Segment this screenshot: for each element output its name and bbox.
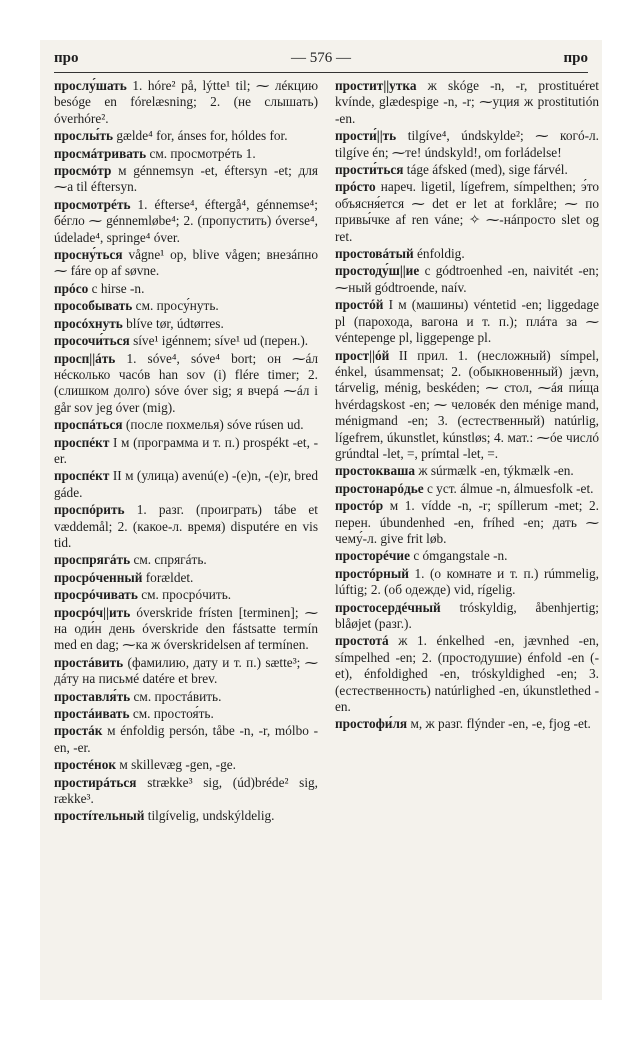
dictionary-entry (335, 600, 599, 633)
entry-definition: с ómgangstale -n. (413, 548, 508, 564)
entry-headword: прости́ться (335, 162, 404, 178)
entry-headword: простéнок (54, 757, 117, 773)
dictionary-entry (335, 297, 599, 346)
entry-definition: м, ж разг. flýnder -en, -e, fjog -et. (410, 716, 591, 732)
dictionary-entry (54, 689, 318, 705)
entry-headword: простáк (54, 723, 103, 739)
entry-definition: см. просмотрéть 1. (149, 145, 256, 161)
entry-definition: táge áfsked (med), sige fárvél. (406, 162, 568, 178)
entry-definition: strække³ sig, (úd)bréde² sig, række³. (54, 774, 318, 807)
entry-headword: простовáтый (335, 246, 414, 262)
entry-headword: простит||утка (335, 78, 417, 93)
entry-headword: прóсто (335, 179, 376, 195)
page-number: — 576 — (291, 50, 351, 66)
dictionary-entry (54, 502, 318, 551)
entry-definition: 1. sóve⁴, sóve⁴ bort; он ⁓áл нéсколько часóв han sov (i) flére timer; 2. (слишком долго) sóve óver sig; я вчерá ⁓áл i går sov jeg óver (mig). (54, 350, 318, 415)
dictionary-entry (54, 808, 318, 824)
entry-headword: простофи́ля (335, 716, 408, 732)
entry-definition: 1. (о комнате и т. п.) rúmmelig, lúftig; 2. (об одежде) vid, rígelig. (335, 565, 599, 598)
dictionary-entry (54, 723, 318, 756)
entry-headword: проставля́ть (54, 688, 131, 704)
entry-definition: м 1. vídde -n, -r; spíllerum -met; 2. перен. úbundenhed -en, fríhed -en; дать ⁓ чему́-л. give frit løb. (335, 498, 599, 546)
dictionary-entry (54, 435, 318, 468)
entry-headword: проспéкт (54, 468, 110, 484)
dictionary-entry (54, 775, 318, 808)
entry-definition: с уст. álmue -n, álmuesfolk -et. (426, 480, 594, 496)
entry-definition: 1. hóre² på, lýtte¹ til; ⁓ лéкцию besóge en fórelæsning; 2. (не слышать) óverhóre². (54, 78, 319, 126)
right-running-headword: про (563, 50, 588, 66)
entry-headword: проспрягáть (54, 552, 131, 568)
entry-definition: с gódtroenhed -en, naivitét -en; ⁓ный gódtroende, naív. (335, 263, 599, 295)
entry-headword: прособывать (54, 298, 133, 314)
dictionary-entry (54, 146, 318, 162)
page-header (54, 50, 588, 74)
entry-headword: прослы́ть (54, 128, 114, 144)
entry-definition: énfoldig. (417, 246, 465, 262)
entry-definition: óverskride frísten [terminen]; ⁓ на оди́н день óverskride den fástsatte termín med en dag; ⁓ка ж óverskridelsen af termínen. (54, 604, 318, 653)
entry-headword: проспéкт (54, 434, 110, 450)
entry-headword: простíтельный (54, 808, 145, 824)
dictionary-entry (335, 498, 599, 547)
right-column (335, 78, 599, 734)
entry-headword: проспáться (54, 417, 123, 433)
dictionary-entry (335, 246, 599, 262)
entry-headword: просторéчие (335, 548, 410, 564)
left-column (54, 78, 318, 826)
entry-headword: прóсо (54, 280, 89, 296)
entry-headword: просмáтривать (54, 145, 147, 161)
header-rule (54, 72, 588, 73)
entry-headword: простóй (335, 297, 384, 313)
entry-definition: tilgívelig, undskýldelig. (147, 808, 275, 824)
entry-headword: простоду́ш||ие (335, 263, 420, 279)
dictionary-entry (335, 463, 599, 479)
entry-definition: tilgíve⁴, úndskylde²; ⁓ когó-л. tilgíve én; ⁓те! úndskyld!, om forládelse! (335, 128, 599, 160)
dictionary-entry (335, 263, 599, 296)
entry-definition: blíve tør, údtørres. (126, 315, 224, 331)
dictionary-entry (54, 281, 318, 297)
dictionary-entry (335, 348, 599, 463)
entry-headword: просмотрéть (54, 196, 131, 212)
entry-definition: м énfoldig persón, tåbe -n, -r, mólbo -en, -er. (54, 723, 319, 755)
entry-headword: прост||óй (335, 347, 390, 363)
dictionary-entry (54, 298, 318, 314)
entry-definition: (фамилию, дату и т. п.) sætte³; ⁓ дáту на письмé datére et brev. (54, 654, 318, 687)
dictionary-entry (335, 128, 599, 161)
entry-definition: см. просрóчить. (141, 587, 232, 603)
entry-definition: II прил. 1. (несложный) símpel, énkel, úsammensat; 2. (обыкновенный) jævn, tárvelig, ménig, beskéden; ⁓ стол, ⁓áя пи́ща hvérdagskost -en; ⁓ человéк den ménige mand, ménigmand -en; 3. (естественный) natúrlig, lígefrem, úkunstlet, kúnstløs; 4. мат.: ⁓óе числó grúndtal -let, =, prímtal -let, =. (335, 347, 599, 461)
entry-headword: простокваша (335, 463, 415, 479)
dictionary-entry (54, 163, 318, 196)
entry-definition: ж súrmælk -en, týkmælk -en. (418, 463, 574, 479)
entry-headword: просрóченный (54, 569, 143, 585)
entry-definition: м génnemsyn -et, éftersyn -et; для ⁓а til éftersyn. (54, 163, 318, 195)
entry-headword: просну́ться (54, 247, 123, 263)
entry-definition: forældet. (145, 569, 194, 585)
entry-definition: gælde⁴ for, ánses for, hóldes for. (116, 128, 288, 144)
entry-headword: просрóчивать (54, 587, 138, 603)
entry-definition: см. простáвить. (133, 688, 222, 704)
entry-definition: ж 1. énkelhed -en, jævnhed -en, símpelhed -en; 2. (простодушие) énfold -en (-et), énfoldighed -en, tróskyldighed -en; 3. (естественность) natúrlighed -en, úkunstlethed -en. (335, 633, 599, 715)
dictionary-entry (54, 757, 318, 773)
dictionary-entry (54, 587, 318, 603)
entry-definition: с hirse -n. (91, 280, 145, 296)
entry-headword: проспóрить (54, 502, 125, 518)
entry-headword: простóрный (335, 565, 409, 581)
dictionary-entry (54, 655, 318, 688)
entry-headword: прослу́шать (54, 78, 127, 93)
entry-headword: просочи́ться (54, 333, 130, 349)
entry-headword: просрóч||ить (54, 604, 131, 620)
dictionary-entry (54, 78, 318, 127)
dictionary-entry (54, 468, 318, 501)
entry-definition: II м (улица) avenú(e) -(e)n, -(e)r, bred gáde. (54, 468, 319, 500)
entry-headword: простотá (335, 633, 389, 649)
entry-headword: просóхнуть (54, 315, 123, 331)
entry-definition: см. просу́нуть. (135, 298, 219, 314)
entry-definition: I м (программа и т. п.) prospékt -et, -er. (54, 434, 318, 466)
dictionary-entry (54, 333, 318, 349)
dictionary-entry (335, 633, 599, 715)
entry-headword: простирáться (54, 774, 137, 790)
entry-headword: простáивать (54, 706, 130, 722)
dictionary-entry (335, 548, 599, 564)
dictionary-page (40, 40, 602, 1000)
entry-definition: нареч. ligetil, lígefrem, símpelthen; э́то объясня́ется ⁓ det er let at forklåre; ⁓ по привы́чке af ren váne; ✧ ⁓-нáпросто slet og ret. (335, 179, 599, 244)
dictionary-entry (335, 179, 599, 245)
entry-definition: 1. éfterse⁴, éftergå⁴, génnemse⁴; бéгло ⁓ génnemløbe⁴; 2. (пропустить) óverse⁴, údelade⁴, springe⁴ óver. (54, 196, 318, 245)
entry-headword: простонарóдье (335, 480, 424, 496)
entry-headword: просп||áть (54, 350, 116, 366)
entry-definition: см. простоя́ть. (132, 706, 214, 722)
entry-definition: vågne¹ op, blive vågen; внезáпно ⁓ fáre op af søvne. (54, 247, 318, 279)
dictionary-entry (54, 351, 318, 417)
entry-definition: м skillevæg -gen, -ge. (119, 757, 236, 773)
entry-headword: прости́||ть (335, 128, 397, 144)
dictionary-entry (54, 552, 318, 568)
entry-definition: см. спрягáть. (133, 552, 207, 568)
entry-definition: ж skóge -n, -r, prostituéret kvínde, glædespige -n, -r; ⁓уция ж prostitutión -en. (335, 78, 599, 126)
dictionary-entry (335, 481, 599, 497)
dictionary-entry (335, 78, 599, 127)
entry-headword: простáвить (54, 654, 124, 670)
dictionary-entry (54, 570, 318, 586)
entry-definition: tróskyldig, åbenhjertig; blåøjet (разг.). (335, 599, 599, 631)
dictionary-entry (54, 316, 318, 332)
entry-definition: I м (машины) véntetid -en; liggedage pl (парохода, вагона и т. п.); плáта за ⁓ véntepenge pl, liggepenge pl. (335, 297, 599, 346)
entry-definition: 1. разг. (проиграть) tábe et væddemål; 2. (какое-л. время) disputére en vis tid. (54, 502, 319, 550)
dictionary-entry (54, 247, 318, 280)
left-running-headword: про (54, 50, 79, 66)
dictionary-entry (54, 128, 318, 144)
dictionary-entry (335, 716, 599, 732)
entry-headword: просмóтр (54, 163, 112, 179)
entry-definition: síve¹ igénnem; síve¹ ud (перен.). (133, 333, 309, 349)
dictionary-entry (54, 417, 318, 433)
dictionary-entry (54, 605, 318, 654)
entry-headword: простосердéчный (335, 599, 441, 615)
entry-definition: (после похмелья) sóve rúsen ud. (125, 417, 304, 433)
dictionary-entry (54, 706, 318, 722)
entry-headword: простóр (335, 498, 384, 514)
dictionary-entry (335, 162, 599, 178)
dictionary-entry (335, 566, 599, 599)
dictionary-entry (54, 197, 318, 246)
